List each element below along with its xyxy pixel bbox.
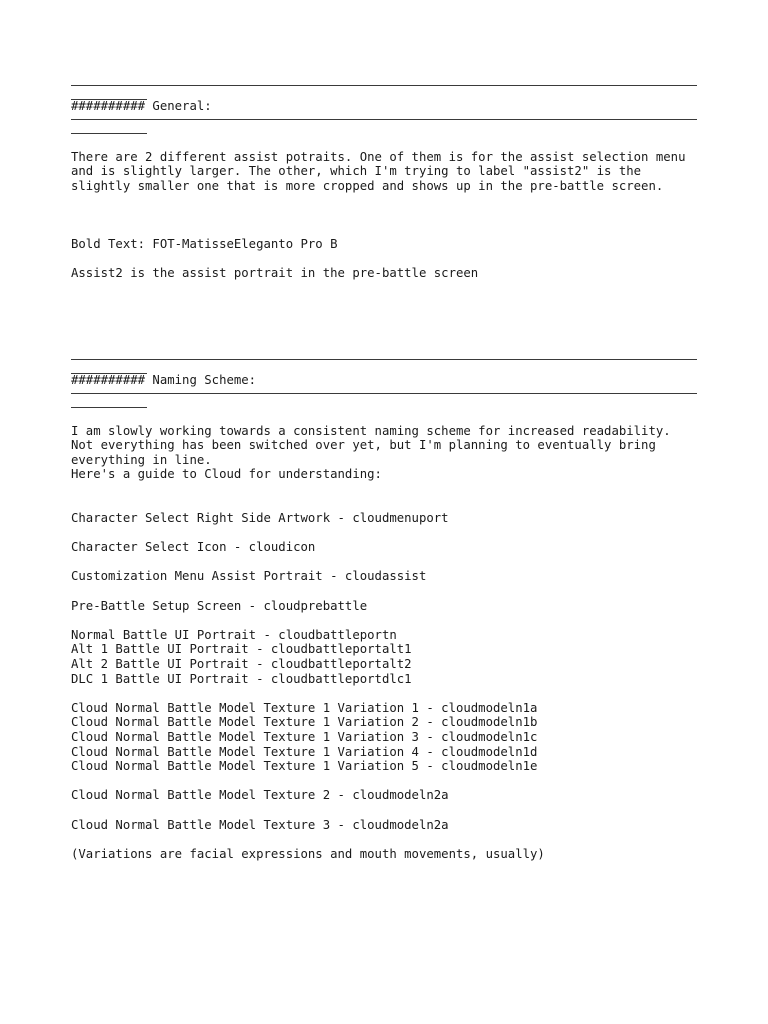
naming-prebattle: Pre-Battle Setup Screen - cloudprebattle <box>71 598 368 613</box>
naming-texture1-variation: Cloud Normal Battle Model Texture 1 Variation 4 - cloudmodeln1d <box>71 744 538 759</box>
naming-intro: I am slowly working towards a consistent naming scheme for increased readability. Not everything has been switched over yet, but I'm planning to eventually bring everything in line. Here's a guide to Cloud for understanding: <box>71 423 671 482</box>
naming-battle-port: Alt 2 Battle UI Portrait - cloudbattleportalt2 <box>71 657 412 672</box>
document <box>71 72 701 861</box>
naming-texture1-variation: Cloud Normal Battle Model Texture 1 Variation 3 - cloudmodeln1c <box>71 730 538 745</box>
naming-texture2: Cloud Normal Battle Model Texture 2 - cloudmodeln2a <box>71 788 449 803</box>
bold-text-font: Bold Text: FOT-MatisseEleganto Pro B <box>71 237 338 252</box>
naming-texture1-variation: Cloud Normal Battle Model Texture 1 Variation 5 - cloudmodeln1e <box>71 759 538 774</box>
section-heading-naming: ########## Naming Scheme: <box>71 372 257 387</box>
naming-menuport: Character Select Right Side Artwork - cloudmenuport <box>71 511 449 526</box>
naming-texture1-variation: Cloud Normal Battle Model Texture 1 Variation 1 - cloudmodeln1a <box>71 700 538 715</box>
general-intro: There are 2 different assist potraits. One of them is for the assist selection menu and is slightly larger. The other, which I'm trying to label "assist2" is the slightly smaller one that is more cropped and shows up in the pre-battle screen. <box>71 149 686 193</box>
naming-battle-port: Alt 1 Battle UI Portrait - cloudbattleportalt1 <box>71 642 412 657</box>
naming-texture1-variation: Cloud Normal Battle Model Texture 1 Variation 2 - cloudmodeln1b <box>71 715 538 730</box>
assist2-description: Assist2 is the assist portrait in the pre-battle screen <box>71 266 479 281</box>
naming-assist: Customization Menu Assist Portrait - cloudassist <box>71 569 427 584</box>
variations-note: (Variations are facial expressions and mouth movements, usually) <box>71 846 545 861</box>
naming-battle-port: Normal Battle UI Portrait - cloudbattleportn <box>71 627 397 642</box>
section-heading-general: ########## General: <box>71 99 212 113</box>
naming-texture3: Cloud Normal Battle Model Texture 3 - cloudmodeln2a <box>71 817 449 832</box>
naming-battle-port: DLC 1 Battle UI Portrait - cloudbattleportdlc1 <box>71 671 412 686</box>
naming-icon: Character Select Icon - cloudicon <box>71 540 316 555</box>
